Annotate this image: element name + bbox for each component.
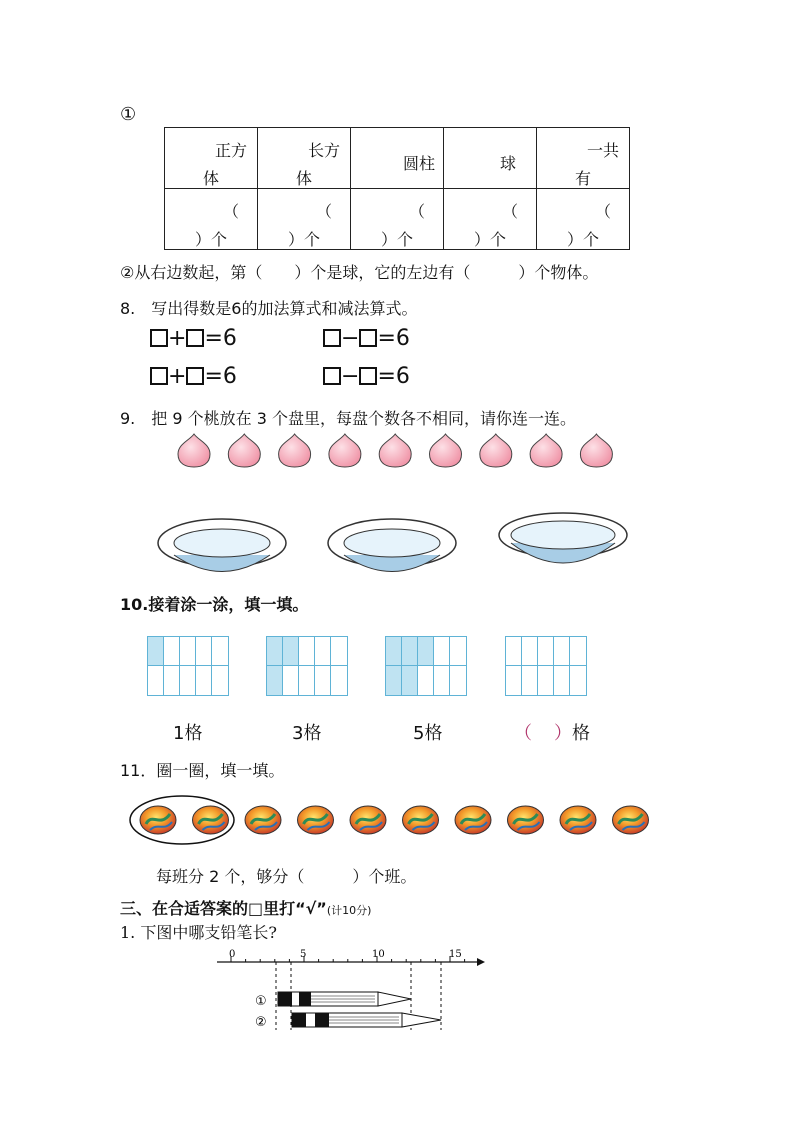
- grid-cell[interactable]: [402, 666, 418, 695]
- grid-cell[interactable]: [434, 666, 450, 695]
- shapes-count-table: [164, 127, 630, 250]
- grid-cell[interactable]: [554, 637, 570, 666]
- peach[interactable]: [329, 434, 361, 467]
- grid-cell[interactable]: [315, 637, 331, 666]
- answer-box[interactable]: [150, 329, 168, 347]
- grid-cell[interactable]: [299, 637, 315, 666]
- plate[interactable]: [499, 513, 627, 563]
- pencil-ruler-figure: [215, 946, 485, 1036]
- grid-cell[interactable]: [522, 666, 538, 695]
- ball[interactable]: [560, 806, 596, 834]
- ruler-tick-label: 5: [300, 949, 307, 960]
- grid-cell[interactable]: [196, 666, 212, 695]
- answer-cell[interactable]: （ ）个: [444, 189, 537, 250]
- header-sphere: 球: [444, 128, 537, 189]
- grid-cell[interactable]: [554, 666, 570, 695]
- grid-cell[interactable]: [418, 666, 434, 695]
- answer-box[interactable]: [359, 329, 377, 347]
- ball[interactable]: [298, 806, 334, 834]
- q8-title: 8. 写出得数是6的加法算式和减法算式。: [120, 299, 418, 318]
- grid-cell[interactable]: [283, 637, 299, 666]
- coloring-grid[interactable]: [147, 636, 229, 696]
- peach-row: [170, 428, 620, 468]
- answer-cell[interactable]: （ ）个: [351, 189, 444, 250]
- grid-cell[interactable]: [148, 666, 164, 695]
- header-cube: 正方 体: [165, 128, 258, 189]
- grid-cell[interactable]: [522, 637, 538, 666]
- grid-cell[interactable]: [386, 666, 402, 695]
- q7-marker: ①: [120, 104, 137, 125]
- grid-cell[interactable]: [418, 637, 434, 666]
- coloring-grid[interactable]: [385, 636, 467, 696]
- ball[interactable]: [193, 806, 229, 834]
- peach[interactable]: [379, 434, 411, 467]
- peach[interactable]: [430, 434, 462, 467]
- addition-equation[interactable]: + =6: [150, 364, 237, 389]
- ball[interactable]: [455, 806, 491, 834]
- answer-box[interactable]: [150, 367, 168, 385]
- q10-title: 10.接着涂一涂，填一填。: [120, 595, 309, 614]
- grid-cell[interactable]: [450, 666, 466, 695]
- grid-cell[interactable]: [180, 666, 196, 695]
- grid-cell[interactable]: [538, 637, 554, 666]
- answer-cell[interactable]: （ ）个: [537, 189, 630, 250]
- q9-title: 9. 把 9 个桃放在 3 个盘里，每盘个数各不相同，请你连一连。: [120, 409, 576, 428]
- grid-cell[interactable]: [212, 666, 228, 695]
- ball[interactable]: [613, 806, 649, 834]
- q11-answer-text: 每班分 2 个，够分（ ）个班。: [156, 867, 417, 886]
- grid-cell[interactable]: [267, 666, 283, 695]
- grid-cell[interactable]: [506, 637, 522, 666]
- subtraction-equation[interactable]: − =6: [323, 364, 410, 389]
- grid-cell[interactable]: [506, 666, 522, 695]
- header-total: 一共 有: [537, 128, 630, 189]
- grid-cell[interactable]: [570, 666, 586, 695]
- peach[interactable]: [228, 434, 260, 467]
- grid-cell[interactable]: [180, 637, 196, 666]
- subtraction-equation[interactable]: − =6: [323, 326, 410, 351]
- grid-cell[interactable]: [299, 666, 315, 695]
- grid-label: 5格: [413, 723, 443, 744]
- ruler-tick-label: 10: [372, 949, 385, 960]
- grid-cell[interactable]: [196, 637, 212, 666]
- grid-cell[interactable]: [283, 666, 299, 695]
- grid-cell[interactable]: [148, 637, 164, 666]
- plate-row: [150, 505, 640, 585]
- answer-box[interactable]: [323, 329, 341, 347]
- answer-box[interactable]: [186, 329, 204, 347]
- answer-cell[interactable]: （ ）个: [258, 189, 351, 250]
- grid-cell[interactable]: [450, 637, 466, 666]
- ruler-tick-label: 0: [229, 949, 236, 960]
- ball[interactable]: [140, 806, 176, 834]
- answer-box[interactable]: [186, 367, 204, 385]
- coloring-grid[interactable]: [505, 636, 587, 696]
- ruler-tick-label: 15: [449, 949, 462, 960]
- section3-heading: 三、在合适答案的□里打“√”(计10分): [120, 899, 372, 918]
- peach[interactable]: [530, 434, 562, 467]
- pencil-label-1: ①: [255, 994, 267, 1009]
- ball[interactable]: [508, 806, 544, 834]
- ball[interactable]: [350, 806, 386, 834]
- grid-cell[interactable]: [164, 666, 180, 695]
- grid-answer-label[interactable]: （ ）格: [514, 723, 590, 744]
- ball[interactable]: [403, 806, 439, 834]
- header-cuboid: 长方 体: [258, 128, 351, 189]
- header-cylinder: 圆柱: [351, 128, 444, 189]
- pencil-1: [278, 992, 411, 1006]
- plate[interactable]: [328, 519, 456, 572]
- coloring-grid[interactable]: [266, 636, 348, 696]
- addition-equation[interactable]: + =6: [150, 326, 237, 351]
- peach[interactable]: [580, 434, 612, 467]
- pencil-label-2: ②: [255, 1015, 267, 1030]
- grid-label: 1格: [173, 723, 203, 744]
- grid-cell[interactable]: [331, 637, 347, 666]
- peach[interactable]: [480, 434, 512, 467]
- grid-cell[interactable]: [386, 637, 402, 666]
- ball-row: [128, 794, 658, 846]
- answer-cell[interactable]: （ ）个: [165, 189, 258, 250]
- peach[interactable]: [178, 434, 210, 467]
- section3-q1: 1. 下图中哪支铅笔长?: [120, 923, 277, 942]
- grid-cell[interactable]: [267, 637, 283, 666]
- grid-cell[interactable]: [402, 637, 418, 666]
- ball[interactable]: [245, 806, 281, 834]
- grid-cell[interactable]: [315, 666, 331, 695]
- grid-cell[interactable]: [212, 637, 228, 666]
- answer-box[interactable]: [323, 367, 341, 385]
- grid-cell[interactable]: [164, 637, 180, 666]
- grid-cell[interactable]: [434, 637, 450, 666]
- grid-cell[interactable]: [570, 637, 586, 666]
- answer-box[interactable]: [359, 367, 377, 385]
- grid-cell[interactable]: [331, 666, 347, 695]
- q7-part2: ②从右边数起，第（ ）个是球，它的左边有（ ）个物体。: [120, 263, 599, 282]
- grid-label: 3格: [292, 723, 322, 744]
- peach[interactable]: [279, 434, 311, 467]
- grid-cell[interactable]: [538, 666, 554, 695]
- q11-title: 11．圈一圈，填一填。: [120, 761, 285, 780]
- plate[interactable]: [158, 519, 286, 572]
- pencil-2: [292, 1013, 441, 1027]
